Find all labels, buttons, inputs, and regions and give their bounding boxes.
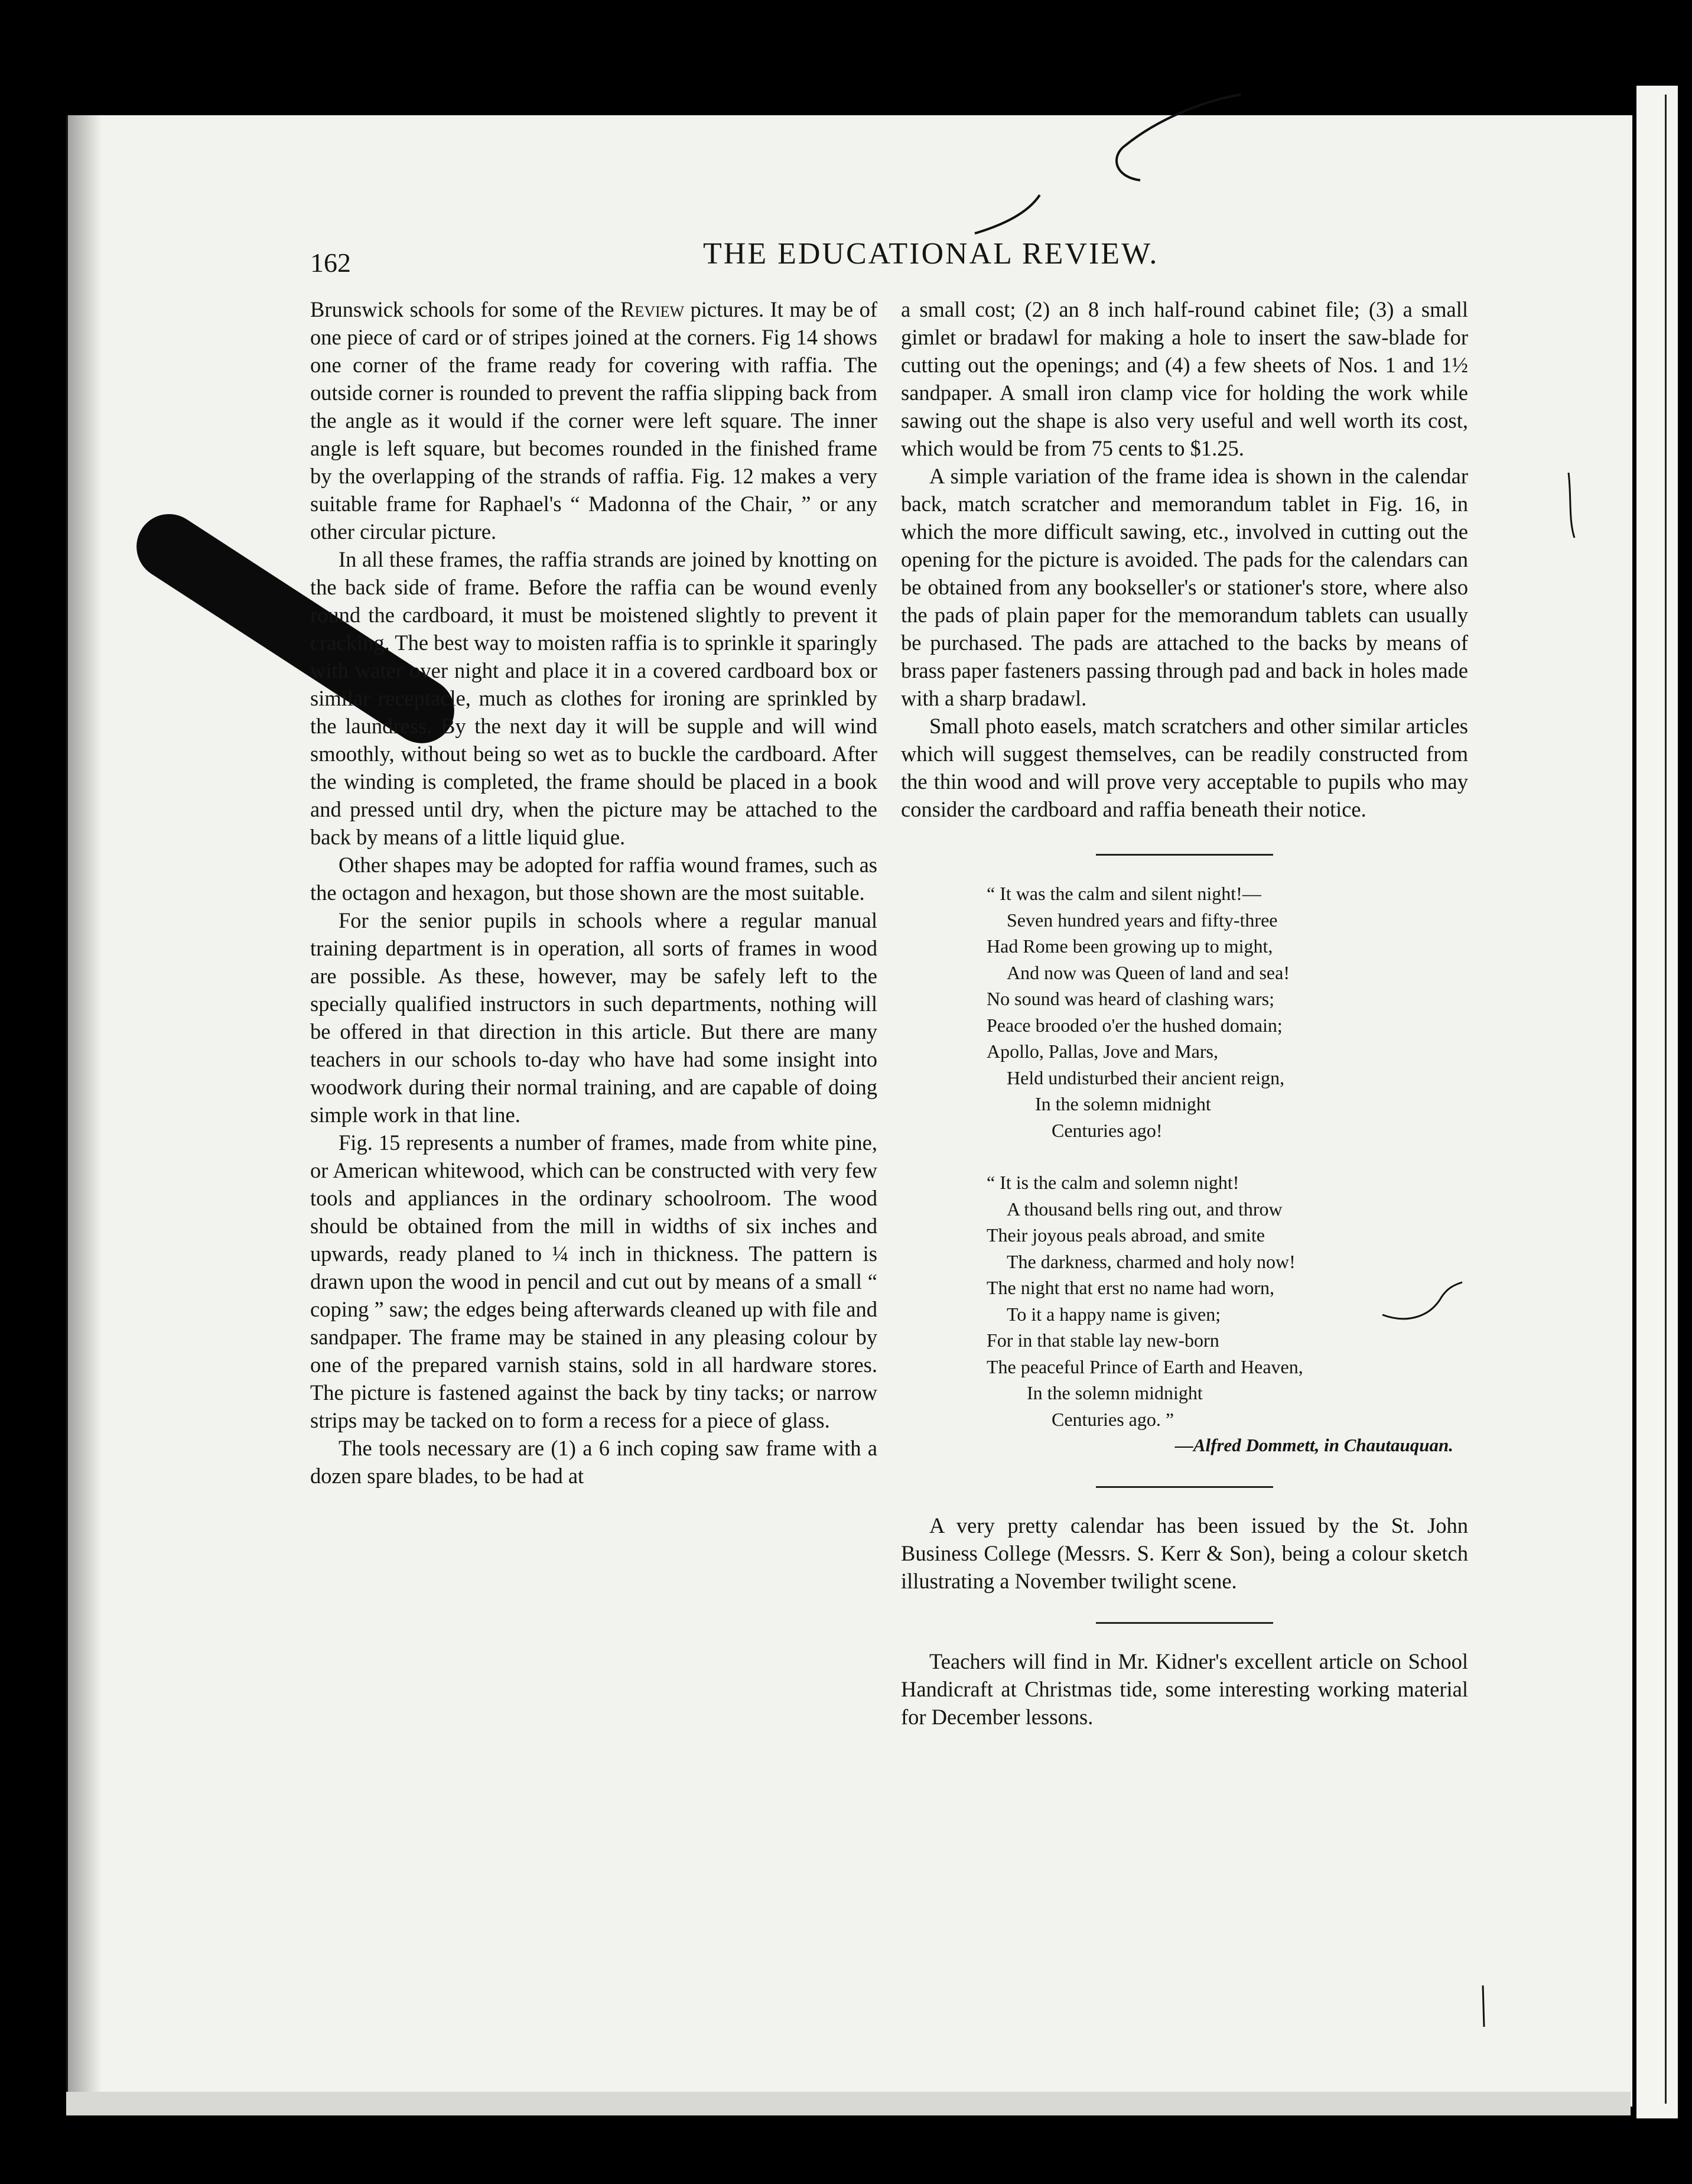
- poem-line: For in that stable lay new-born: [987, 1330, 1219, 1351]
- poem-line: Had Rome been growing up to might,: [987, 935, 1273, 957]
- section-divider-rule: [1096, 1486, 1273, 1488]
- left-column: [310, 295, 877, 1490]
- poem-line: “ It was the calm and silent night!—: [987, 883, 1261, 904]
- poem-line: Centuries ago!: [1052, 1119, 1163, 1141]
- left-paragraph-5: Fig. 15 represents a number of frames, made from white pine, or American whitewood, which can be constructed with very few tools and appliances in the ordinary schoolroom. The wood should be obtained from the mill in widths of six inches and upwards, ready planed to ¼ inch in thickness. The pattern is drawn upon the wood in pencil and cut out by means of a small “ coping ” saw; the edges being afterwards cleaned up with file and sandpaper. The frame may be stained in any pleasing colour by one of the prepared varnish stains, sold in all hardware stores. The picture is fastened against the back by tiny tacks; or narrow strips may be tacked on to form a recess for a piece of glass.: [310, 1130, 877, 1432]
- page-gutter-line: [1665, 95, 1667, 2104]
- left-paragraph-1: Brunswick schools for some of the Review pictures. It may be of one piece of card or of stripes joined at the corners. Fig 14 shows one corner of the frame ready for covering with raffia. The outside corner is rounded to prevent the raffia slipping back from the angle as it would if the corner were left square. The inner angle is left square, but becomes rounded in the finished frame by the overlapping of the strands of raffia. Fig. 12 makes a very suitable frame for Raphael's “ Madonna of the Chair, ” or any other circular picture.: [310, 297, 877, 544]
- poem: [987, 880, 1468, 1459]
- right-paragraph-2: A simple variation of the frame idea is shown in the calendar back, match scratcher and memorandum tablet in Fig. 16, in which the more difficult sawing, etc., involved in cutting out the opening for the picture is avoided. The pads for the calendars can be obtained from any bookseller's or stationer's store, where also the pads of plain paper for the memorandum tablets can usually be purchased. The pads are attached to the backs by means of brass paper fasteners passing through pad and back in holes made with a sharp bradawl.: [901, 464, 1468, 710]
- poem-attribution: —Alfred Dommett, in Chautauquan.: [1174, 1435, 1453, 1455]
- poem-line: Apollo, Pallas, Jove and Mars,: [987, 1041, 1218, 1062]
- poem-line: The night that erst no name had worn,: [987, 1277, 1274, 1298]
- page-binding-shadow: [66, 115, 102, 2107]
- poem-line: Seven hundred years and fifty-three: [1007, 909, 1278, 931]
- poem-line: Centuries ago. ”: [1052, 1408, 1174, 1430]
- poem-stanza-1: [987, 880, 1468, 1143]
- running-head: THE EDUCATIONAL REVIEW.: [703, 237, 1159, 271]
- right-column: [901, 295, 1468, 1731]
- page-number: 162: [310, 248, 351, 278]
- section-divider-rule: [1096, 1622, 1273, 1624]
- poem-line: Peace brooded o'er the hushed domain;: [987, 1014, 1283, 1036]
- left-paragraph-2: In all these frames, the raffia strands are joined by knotting on the back side of frame. Before the raffia can be wound evenly round the cardboard, it must be moistened slightly to prevent it cracking. The best way to moisten raffia is to sprinkle it sparingly with water over night and place it in a covered cardboard box or similar receptacle, much as clothes for ironing are sprinkled by the laundress. By the next day it will be supple and will wind smoothly, without being so wet as to buckle the cardboard. After the winding is completed, the frame should be placed in a book and pressed until dry, when the picture may be attached to the back by means of a little liquid glue.: [310, 547, 877, 849]
- left-paragraph-6: The tools necessary are (1) a 6 inch coping saw frame with a dozen spare blades, to be had at: [310, 1436, 877, 1488]
- poem-line: The peaceful Prince of Earth and Heaven,: [987, 1356, 1303, 1377]
- poem-line: In the solemn midnight: [1027, 1382, 1203, 1403]
- section-divider-rule: [1096, 854, 1273, 856]
- right-paragraph-3: Small photo easels, match scratchers and other similar articles which will suggest themselves, can be readily constructed from the thin wood and will prove very acceptable to pupils who may consider the cardboard and raffia beneath their notice.: [901, 714, 1468, 821]
- poem-line: “ It is the calm and solemn night!: [987, 1172, 1239, 1193]
- right-paragraph-1: a small cost; (2) an 8 inch half-round cabinet file; (3) a small gimlet or bradawl for making a hole to insert the saw-blade for cutting out the openings; and (4) a few sheets of Nos. 1 and 1½ sandpaper. A small iron clamp vice for holding the work while sawing out the shape is also very useful and well worth its cost, which would be from 75 cents to $1.25.: [901, 297, 1468, 460]
- next-page-edge: [1636, 86, 1678, 2118]
- poem-line: And now was Queen of land and sea!: [1007, 961, 1290, 983]
- left-paragraph-3: Other shapes may be adopted for raffia wound frames, such as the octagon and hexagon, but those shown are the most suitable.: [310, 853, 877, 905]
- handicraft-note: Teachers will find in Mr. Kidner's excellent article on School Handicraft at Christmas tide, some interesting working material for December lessons.: [901, 1649, 1468, 1729]
- calendar-note: A very pretty calendar has been issued by the St. John Business College (Messrs. S. Kerr & Son), being a colour sketch illustrating a November twilight scene.: [901, 1513, 1468, 1593]
- poem-line: Held undisturbed their ancient reign,: [1007, 1067, 1285, 1088]
- poem-line: To it a happy name is given;: [1007, 1303, 1221, 1325]
- poem-line: No sound was heard of clashing wars;: [987, 988, 1274, 1009]
- poem-stanza-2: [987, 1169, 1468, 1459]
- poem-line: A thousand bells ring out, and throw: [1007, 1198, 1283, 1220]
- left-paragraph-4: For the senior pupils in schools where a regular manual training department is in operation, all sorts of frames in wood are possible. As these, however, may be safely left to the specially qualified instructors in such departments, nothing will be offered in that direction in this article. But there are many teachers in our schools to-day who have had some insight into woodwork during their normal training, and are capable of doing simple work in that line.: [310, 908, 877, 1127]
- poem-line: In the solemn midnight: [1035, 1093, 1211, 1114]
- page-bottom-edge: [66, 2092, 1631, 2115]
- poem-line: Their joyous peals abroad, and smite: [987, 1224, 1265, 1246]
- poem-line: The darkness, charmed and holy now!: [1007, 1250, 1296, 1272]
